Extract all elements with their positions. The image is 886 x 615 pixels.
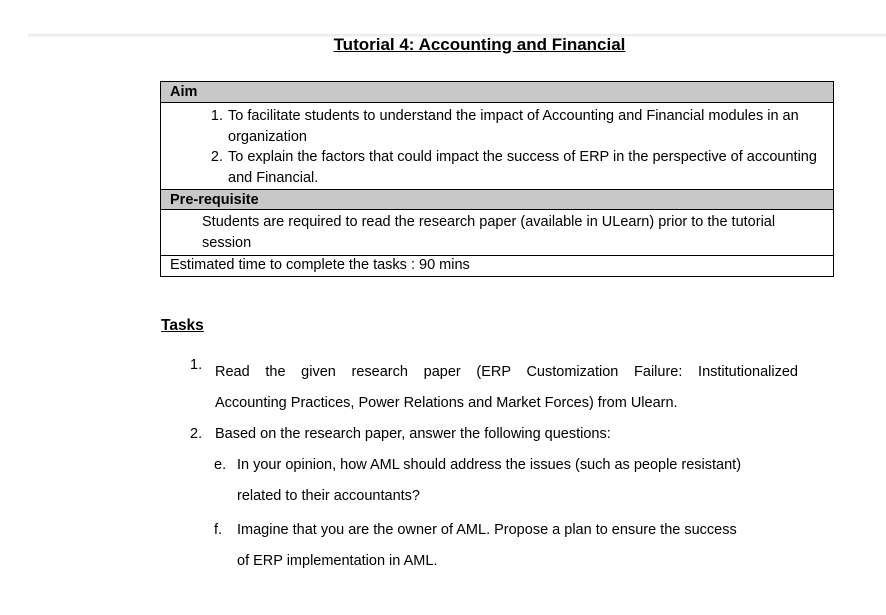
aim-heading: Aim bbox=[161, 82, 833, 103]
sub-question-letter: e. bbox=[214, 457, 227, 473]
sub-e-line-1: In your opinion, how AML should address the issues (such as people resistant) bbox=[237, 457, 742, 473]
aim-list bbox=[161, 106, 827, 188]
sub-f-line-1: Imagine that you are the owner of AML. Propose a plan to ensure the success bbox=[237, 522, 737, 538]
aim-item-1: 1. To facilitate students to understand the impact of Accounting and Financial modules in an organization bbox=[227, 106, 827, 147]
task-number: 2. bbox=[190, 426, 203, 442]
task-number: 1. bbox=[190, 357, 203, 373]
document-title: Tutorial 4: Accounting and Financial bbox=[333, 35, 626, 54]
task-item-1 bbox=[190, 357, 810, 419]
prerequisite-heading: Pre-requisite bbox=[161, 189, 833, 210]
tasks-heading: Tasks bbox=[161, 317, 204, 334]
sub-question-letter: f. bbox=[214, 522, 223, 538]
task-2-text: Based on the research paper, answer the following questions: bbox=[215, 426, 611, 442]
aim-info-table bbox=[160, 81, 834, 277]
sub-e-line-2: related to their accountants? bbox=[237, 488, 420, 504]
sub-question-f bbox=[214, 515, 810, 577]
task-item-2 bbox=[190, 421, 810, 447]
task-1-line-2: Accounting Practices, Power Relations and Market Forces) from Ulearn. bbox=[215, 395, 678, 411]
aim-item-2: 2. To explain the factors that could impact the success of ERP in the perspective of accounting and Financial. bbox=[227, 147, 827, 188]
prerequisite-text: Students are required to read the research paper (available in ULearn) prior to the tutorial session bbox=[202, 214, 776, 251]
task-list bbox=[190, 357, 810, 577]
aim-body bbox=[161, 103, 833, 189]
sub-question-e bbox=[214, 450, 810, 512]
task-1-line-1: Read the given research paper (ERP Customization Failure: Institutionalized bbox=[215, 364, 798, 380]
estimated-time: Estimated time to complete the tasks : 90 mins bbox=[161, 255, 833, 276]
sub-f-line-2: of ERP implementation in AML. bbox=[237, 553, 438, 569]
